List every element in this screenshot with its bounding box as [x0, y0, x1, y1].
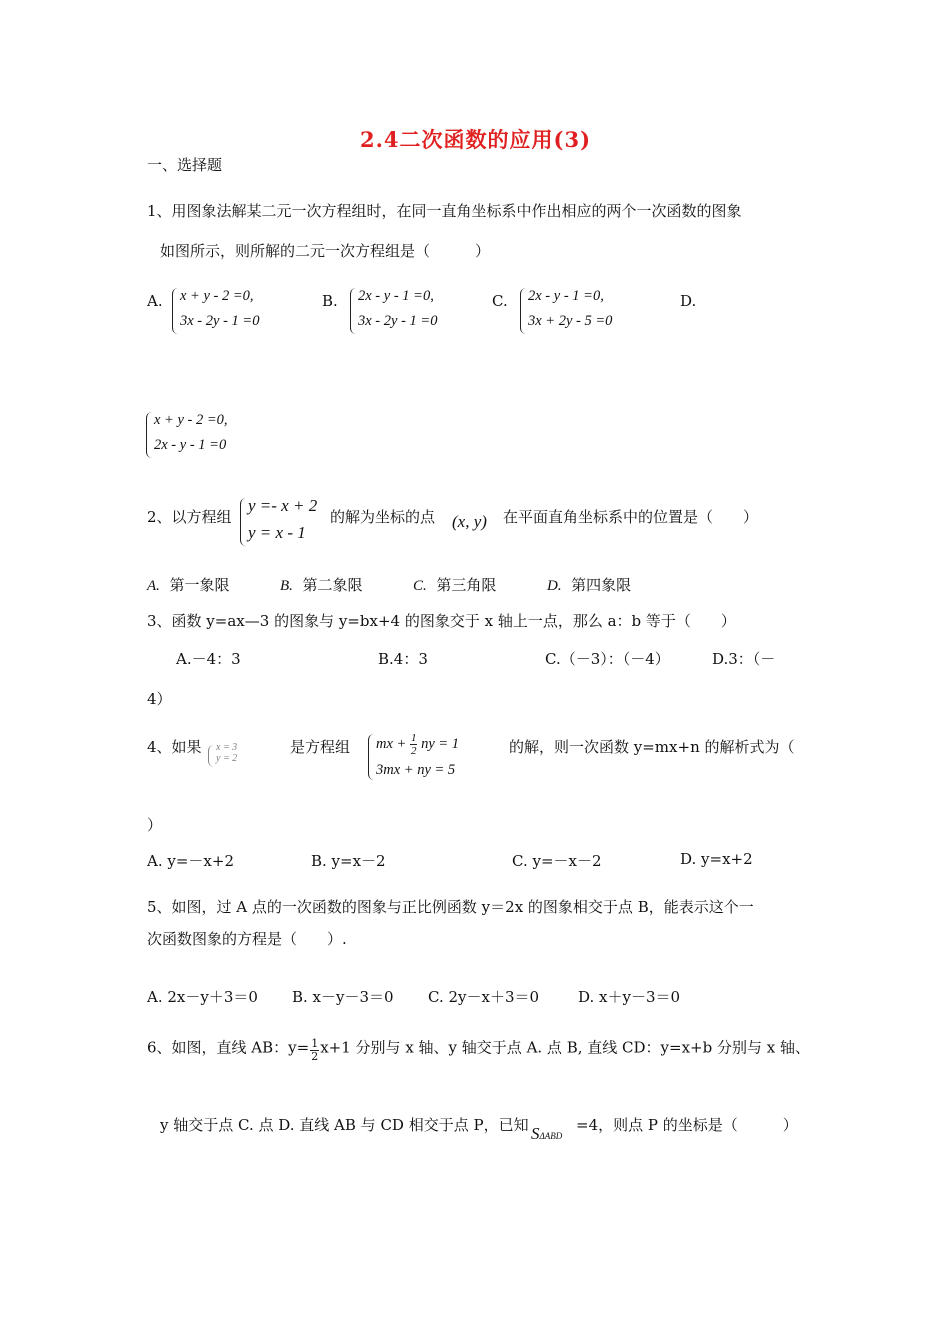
q4-eq1-a: mx + — [376, 735, 407, 752]
q4-option-a: A. y=－x+2 — [147, 852, 234, 870]
q1-option-a-system — [172, 286, 302, 338]
q2-option-a — [147, 574, 229, 595]
q6-line1-a: 6、如图，直线 AB：y= — [147, 1038, 310, 1057]
q2-option-b-text: 第二象限 — [302, 576, 363, 594]
q4-eq1 — [376, 732, 459, 757]
q2-suffix: 在平面直角坐标系中的位置是（ ） — [503, 508, 759, 526]
q1-a-eq1: x + y - 2 =0, — [180, 288, 254, 304]
q4-given2: y = 2 — [216, 753, 238, 764]
q4-fraction — [410, 732, 418, 757]
q1-d-eq2: 2x - y - 1 =0 — [154, 437, 227, 453]
q1-a-eq2: 3x - 2y - 1 =0 — [180, 313, 260, 329]
q4-system — [368, 732, 508, 784]
q6-s: S — [531, 1124, 540, 1143]
q4-option-d: D. y=x+2 — [680, 850, 753, 868]
q3-option-d-wrap: 4） — [147, 690, 172, 708]
q1-option-b-label: B. — [322, 292, 338, 310]
q1-option-c-system — [520, 286, 650, 338]
brace-icon — [146, 412, 153, 458]
brace-icon — [350, 288, 357, 334]
q3-option-c: C.（－3）：（－4） — [545, 650, 670, 668]
q2-eq1: y =- x + 2 — [248, 496, 318, 515]
q1-option-c-label: C. — [492, 292, 508, 310]
q3-text: 3、函数 y=ax—3 的图象与 y=bx+4 的图象交于 x 轴上一点，那么 a：b 等于（ ） — [147, 612, 736, 630]
q1-b-eq2: 3x - 2y - 1 =0 — [358, 313, 438, 329]
brace-icon — [172, 288, 179, 334]
q2-option-b-label: B. — [280, 578, 293, 594]
q1-text-line2: 如图所示，则所解的二元一次方程组是（ ） — [160, 242, 491, 260]
q6-frac-num: 1 — [311, 1037, 319, 1050]
q6-line1-b: x+1 分别与 x 轴、y 轴交于点 A. 点 B, 直线 CD：y=x+b 分别与 x 轴、 — [320, 1038, 810, 1057]
q5-option-d: D. x＋y－3＝0 — [578, 988, 681, 1006]
q2-system — [240, 496, 340, 550]
q4-eq2: 3mx + ny = 5 — [376, 762, 456, 778]
q1-d-eq1: x + y - 2 =0, — [154, 412, 228, 428]
q1-option-d-system — [146, 410, 276, 462]
q2-option-a-text: 第一象限 — [169, 576, 230, 594]
q1-c-eq2: 3x + 2y - 5 =0 — [528, 313, 613, 329]
q2-option-c-label: C. — [413, 578, 427, 594]
q2-mid: 的解为坐标的点 — [330, 508, 436, 526]
q4-wrap: ） — [147, 816, 163, 834]
q2-option-c — [413, 574, 496, 595]
q5-text-line2: 次函数图象的方程是（ ）. — [147, 930, 347, 948]
q2-option-d-text: 第四象限 — [571, 576, 632, 594]
q6-line2-b: =4，则点 P 的坐标是（ ） — [576, 1116, 798, 1134]
q4-suffix: 的解，则一次函数 y=mx+n 的解析式为（ — [509, 738, 795, 756]
q6-line1 — [147, 1036, 810, 1061]
q2-option-a-label: A. — [147, 578, 160, 594]
q6-area-symbol — [531, 1124, 562, 1144]
q5-text-line1: 5、如图，过 A 点的一次函数的图象与正比例函数 y＝2x 的图象相交于点 B，能表示这个一 — [147, 898, 754, 916]
q2-option-b — [280, 574, 362, 595]
q4-given-system — [208, 744, 288, 770]
q1-c-eq1: 2x - y - 1 =0, — [528, 288, 604, 304]
q3-option-b: B.4：3 — [378, 650, 428, 668]
q5-option-c: C. 2y－x＋3＝0 — [428, 988, 540, 1006]
page-title: 2.4二次函数的应用(3) — [360, 127, 592, 152]
q2-prefix: 2、以方程组 — [147, 508, 232, 526]
q4-mid: 是方程组 — [290, 738, 351, 756]
q4-prefix: 4、如果 — [147, 738, 202, 756]
q2-option-c-text: 第三角限 — [436, 576, 497, 594]
q1-option-b-system — [350, 286, 480, 338]
q1-option-d-label: D. — [680, 292, 697, 310]
q4-option-b: B. y=x－2 — [311, 852, 386, 870]
q6-line2-a: y 轴交于点 C. 点 D. 直线 AB 与 CD 相交于点 P，已知 — [160, 1116, 529, 1134]
q4-frac-num: 1 — [410, 732, 417, 744]
q2-eq2: y = x - 1 — [248, 523, 306, 542]
brace-icon — [240, 498, 247, 546]
q2-option-d — [547, 574, 631, 595]
q6-fraction — [310, 1038, 319, 1063]
q2-option-d-label: D. — [547, 578, 562, 594]
brace-icon — [208, 745, 214, 767]
brace-icon — [520, 288, 527, 334]
q3-option-d: D.3：（－ — [712, 650, 776, 668]
q4-given1: x = 3 — [216, 742, 238, 753]
q2-point: (x, y) — [452, 512, 487, 531]
q1-b-eq1: 2x - y - 1 =0, — [358, 288, 434, 304]
q5-option-a: A. 2x－y＋3＝0 — [147, 988, 258, 1006]
q1-text-line1: 1、用图象法解某二元一次方程组时，在同一直角坐标系中作出相应的两个一次函数的图象 — [147, 202, 742, 220]
q4-eq1-b: ny = 1 — [421, 735, 460, 752]
section-heading: 一、选择题 — [147, 156, 223, 174]
q5-option-b: B. x－y－3＝0 — [292, 988, 394, 1006]
q4-option-c: C. y=－x－2 — [512, 852, 602, 870]
q4-frac-den: 2 — [410, 745, 417, 757]
brace-icon — [368, 734, 375, 780]
q6-frac-den: 2 — [311, 1050, 319, 1063]
q1-option-a-label: A. — [147, 292, 163, 310]
q6-s-sub: ΔABD — [539, 1131, 563, 1141]
q3-option-a: A.－4：3 — [176, 650, 241, 668]
